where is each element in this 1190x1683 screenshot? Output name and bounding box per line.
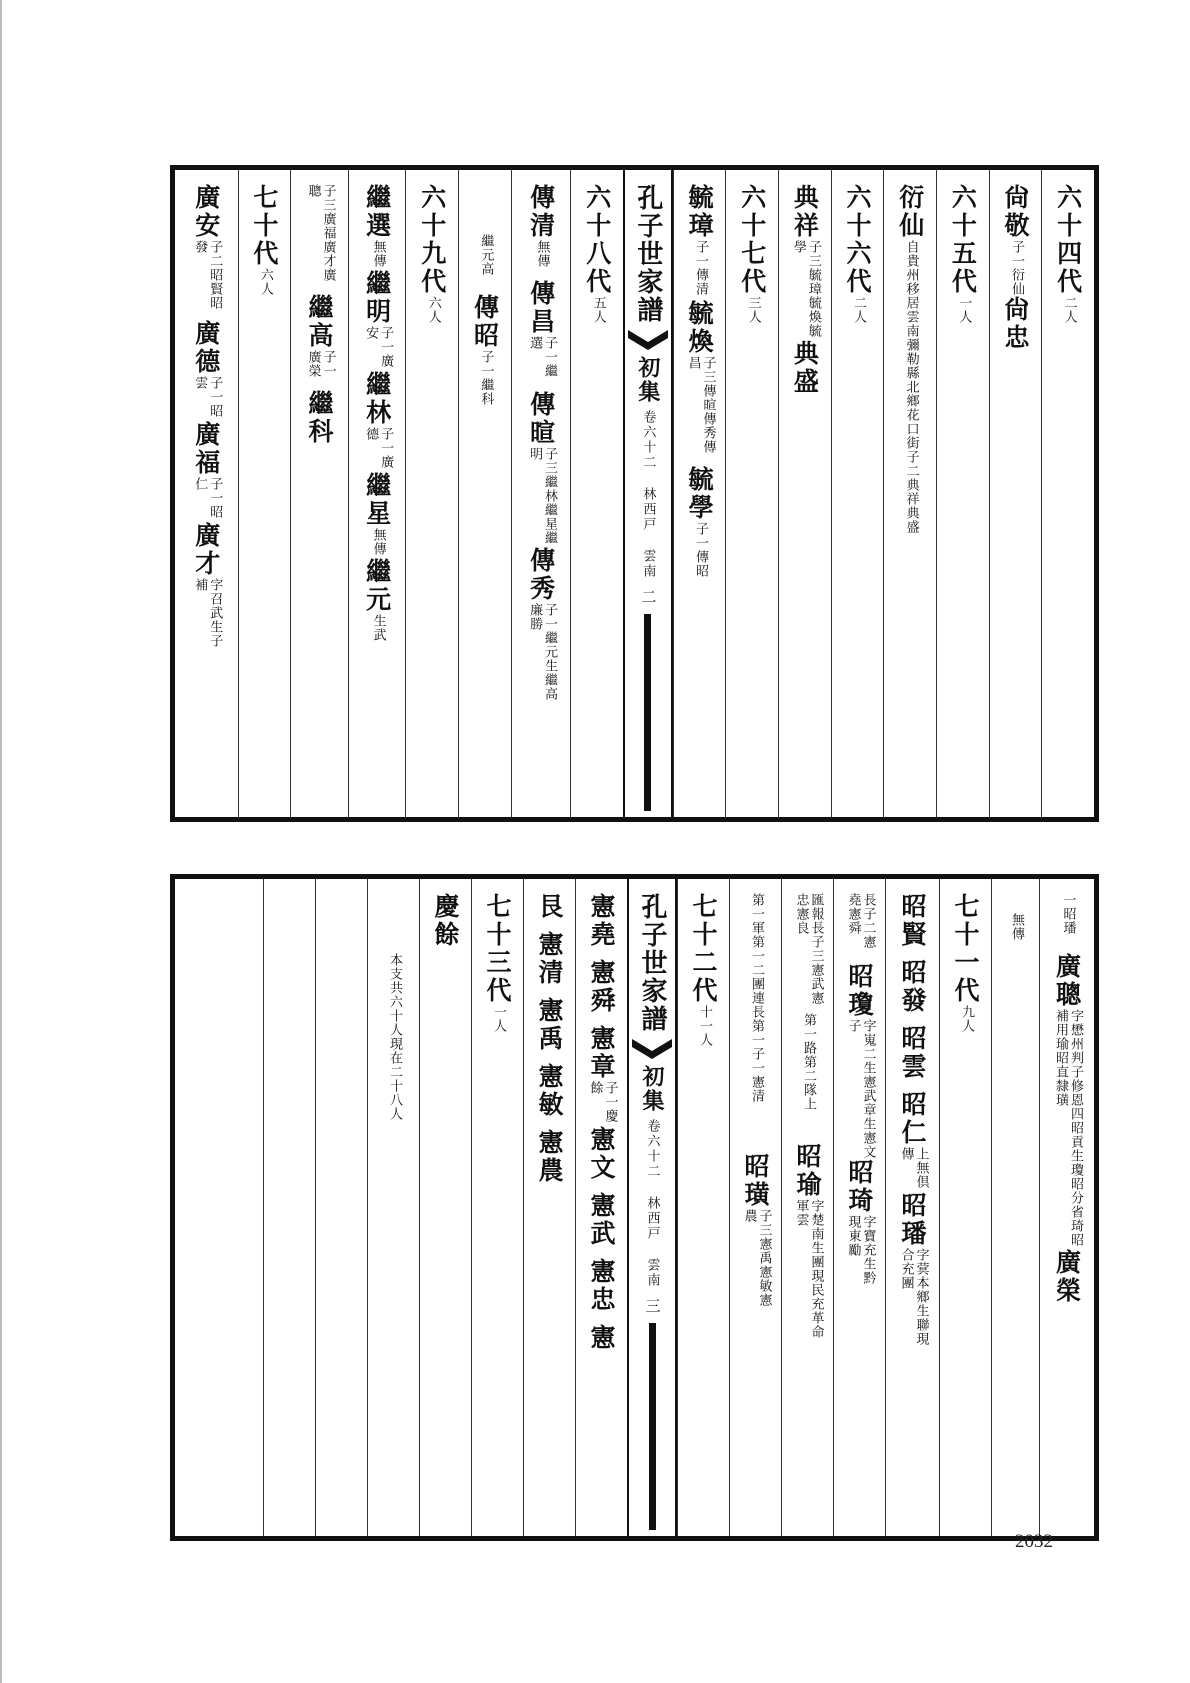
generation-count: 二人 [851,296,867,324]
person-name: 毓煥 [685,300,715,356]
person-name: 憲清 [535,931,564,987]
person-note: 長子二憲堯憲舜 [845,893,876,949]
person-name: 憲禹 [535,997,564,1053]
column [883,170,936,817]
person-name: 繼林 [362,371,392,427]
column [208,879,263,1536]
person-note: 一昭璠 [1060,893,1076,935]
person-note: 子一廣德 [363,427,394,469]
generation-count: 五人 [590,296,606,324]
volume-info: 卷六十二 林西戸 雲南 [644,1119,660,1288]
column [315,879,367,1536]
person-name: 繼選 [362,184,392,240]
person-name: 典盛 [790,340,820,396]
person-name: 繼科 [305,390,335,446]
person-name: 慶餘 [431,893,460,949]
column [263,879,315,1536]
person-note: 第一路第二隊上 [800,1013,816,1111]
person-name: 昭賢 [898,893,927,949]
column [729,879,781,1536]
person-name: 憲舜 [587,959,616,1015]
person-note: 子三傳暄傳秀傳昌 [685,356,716,454]
person-name: 廣安 [191,184,221,240]
person-name: 昭瑜 [793,1143,822,1199]
person-note: 字嵬二生憲武章生憲文子 [845,1019,876,1159]
generation-count: 十一人 [696,1005,712,1047]
person-name: 衍仙 [895,184,925,240]
column [725,170,778,817]
person-name: 繼明 [362,270,392,326]
person-name: 憲堯 [587,893,616,949]
genealogy-page-bottom [171,875,1098,1540]
generation-heading: 六十七代 [737,184,767,296]
spine-bar [649,1323,656,1530]
generation-count: 六人 [425,296,441,324]
generation-heading: 六十四代 [1053,184,1083,296]
person-note: 匯報長子三憲武憲忠憲良 [793,893,824,1005]
column [238,170,291,817]
person-note: 無傳 [1008,913,1024,941]
generation-heading: 七十代 [249,184,279,268]
column [348,170,406,817]
person-name: 廣榮 [1052,1249,1082,1305]
person-name: 傳昌 [526,280,556,336]
person-name: 憲 [587,1324,616,1352]
column [677,879,729,1536]
person-name: 憲文 [587,1126,616,1182]
generation-heading: 六十六代 [843,184,873,296]
generation-count: 一人 [956,296,972,324]
column [989,170,1042,817]
person-note: 子二昭賢昭發 [192,240,223,310]
generation-heading: 六十五代 [948,184,978,296]
person-name: 繼元 [362,558,392,614]
generation-count: 九人 [958,1005,974,1033]
generation-heading: 六十八代 [582,184,612,296]
column [673,170,726,817]
person-name: 昭瓊 [845,963,874,1019]
person-note: 子一繼科 [478,350,494,406]
person-note: 生武 [370,614,386,642]
person-note: 子一傳昭 [693,522,709,578]
column [778,170,831,817]
column [367,879,419,1536]
page-leaf-number: 三 [643,1298,662,1315]
column [523,879,575,1536]
center-spine [627,879,677,1536]
person-name: 傳秀 [526,547,556,603]
person-note: 字召武生子補 [192,578,223,648]
column [570,170,623,817]
person-name: 憲農 [535,1129,564,1185]
book-subtitle: 初集 [639,1065,665,1113]
person-name: 毓璋 [685,184,715,240]
person-name: 昭仁 [898,1091,927,1147]
generation-heading: 七十三代 [483,893,512,1005]
column [458,170,511,817]
scan-edge [0,0,2,1683]
column [831,170,884,817]
column [991,879,1039,1536]
person-name: 毓學 [685,466,715,522]
column [290,170,348,817]
person-note: 子三憲禹憲敏憲農 [741,1209,772,1307]
person-note: 字楚南生團現民充革命軍雲 [793,1199,824,1339]
person-note: 字寶充生黔現東勵 [845,1215,876,1285]
column [833,879,885,1536]
column [405,170,458,817]
person-note: 子一昭雲 [192,376,223,418]
person-name: 傳昭 [470,294,500,350]
generation-heading: 六十九代 [417,184,447,296]
person-note: 子一繼元生繼高廉勝 [527,603,558,701]
person-name: 廣德 [191,320,221,376]
column [939,879,991,1536]
person-note: 字懋州判子修恩四昭貢生瓊昭分省琦昭補用瑜昭直隸璜 [1053,1009,1083,1247]
generation-heading: 七十二代 [689,893,718,1005]
person-name: 繼星 [362,472,392,528]
generation-count: 一人 [490,1005,506,1033]
person-note: 子一昭仁 [192,477,223,519]
person-name: 昭琦 [845,1159,874,1215]
person-name: 昭發 [898,959,927,1015]
person-name: 憲敏 [535,1063,564,1119]
person-note: 無傳 [534,240,550,268]
person-note: 無傳 [370,528,386,556]
person-name: 尙敬 [1001,184,1031,240]
person-name: 昭璜 [741,1153,770,1209]
person-name: 昭璠 [898,1192,927,1248]
person-name: 艮 [535,893,564,921]
person-note: 第一軍第一二團連長第一子一憲清 [748,893,764,1103]
page-leaf-number: 二 [639,589,658,606]
volume-info: 卷六十二 林西戸 雲南 [640,410,656,579]
person-note: 子一傳清 [693,240,709,296]
person-name: 繼高 [305,294,335,350]
fishtail-mark [632,1039,672,1059]
spine-bar [644,614,651,811]
column [1041,170,1094,817]
person-note: 子一慶餘 [587,1081,618,1123]
summary-note: 本支共六十人現在二十八人 [386,953,402,1121]
person-name: 憲章 [587,1025,616,1081]
column [885,879,939,1536]
person-note: 子三廣福廣才廣聰 [305,184,336,282]
person-note: 子一廣榮 [305,350,336,378]
person-note: 子一繼選 [527,336,558,378]
generation-count: 三人 [745,296,761,324]
person-note: 子三毓璋毓煥毓學 [790,240,821,338]
column [1039,879,1094,1536]
person-name: 尙忠 [1001,296,1031,352]
person-name: 昭雲 [898,1025,927,1081]
column [511,170,571,817]
center-spine [623,170,673,817]
person-name: 傳清 [526,184,556,240]
person-name: 廣福 [191,421,221,477]
page-number: 2032 [1015,1531,1053,1552]
column [175,170,238,817]
book-subtitle: 初集 [634,356,661,404]
generation-heading: 七十一代 [951,893,980,1005]
person-note: 自貴州移居雲南彌勒縣北鄉花口街子二典祥典盛 [903,240,919,534]
person-note: 繼元高 [478,234,494,276]
person-name: 憲忠 [587,1258,616,1314]
book-title: 孔子世家譜 [632,184,663,324]
person-note: 字蓂本鄉生聯現合充團 [898,1248,929,1346]
person-name: 廣才 [191,522,221,578]
column [471,879,523,1536]
column [781,879,833,1536]
column [575,879,627,1536]
fishtail-mark [628,330,668,350]
person-name: 廣聰 [1052,953,1082,1009]
person-name: 典祥 [790,184,820,240]
person-note: 上無倶傳 [898,1147,929,1189]
generation-count: 六人 [257,268,273,296]
column [419,879,471,1536]
book-title: 孔子世家譜 [637,893,667,1033]
person-note: 子一廣安 [363,326,394,368]
person-note: 子一衍仙 [1008,240,1024,296]
person-note: 無傳 [370,240,386,268]
person-name: 傳暄 [526,391,556,447]
person-name: 憲武 [587,1192,616,1248]
column [936,170,989,817]
generation-count: 二人 [1061,296,1077,324]
genealogy-page-top [171,166,1098,821]
person-note: 子三繼林繼星繼明 [527,447,558,545]
